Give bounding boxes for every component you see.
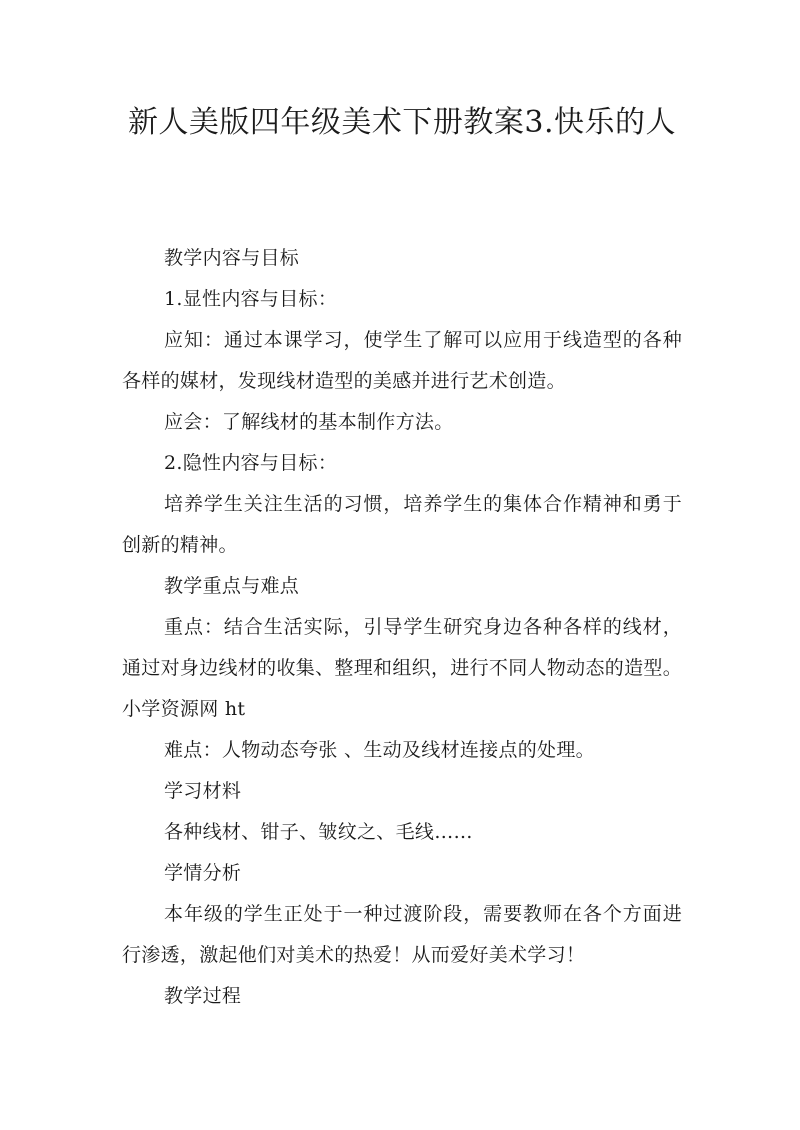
paragraph-skills: 应会：了解线材的基本制作方法。 bbox=[164, 411, 454, 433]
paragraph-knowledge: 应知：通过本课学习，使学生了解可以应用于线造型的各种各样的媒材，发现线材造型的美感并进行艺术创造。 bbox=[122, 329, 682, 392]
subheading-explicit-goals: 1.显性内容与目标： bbox=[164, 288, 338, 310]
section-heading-materials: 学习材料 bbox=[164, 780, 242, 802]
document-body bbox=[122, 238, 682, 1017]
section-heading-content-goals: 教学内容与目标 bbox=[164, 247, 300, 269]
paragraph-implicit-goals: 培养学生关注生活的习惯，培养学生的集体合作精神和勇于创新的精神。 bbox=[122, 493, 682, 556]
paragraph-key-point: 重点：结合生活实际，引导学生研究身边各种各样的线材，通过对身边线材的收集、整理和组织，进行不同人物动态的造型。小学资源网 ht bbox=[122, 616, 682, 720]
paragraph-learner-analysis: 本年级的学生正处于一种过渡阶段，需要教师在各个方面进行渗透，激起他们对美术的热爱！从而爱好美术学习！ bbox=[122, 903, 682, 966]
paragraph-materials: 各种线材、钳子、皱纹之、毛线…… bbox=[164, 821, 473, 843]
section-heading-teaching-process: 教学过程 bbox=[164, 985, 242, 1007]
paragraph-difficulty: 难点：人物动态夸张 、生动及线材连接点的处理。 bbox=[164, 739, 595, 761]
subheading-implicit-goals: 2.隐性内容与目标： bbox=[164, 452, 338, 474]
section-heading-key-points: 教学重点与难点 bbox=[164, 575, 300, 597]
section-heading-learner-analysis: 学情分析 bbox=[164, 862, 242, 884]
document-title: 新人美版四年级美术下册教案3.快乐的人 bbox=[127, 105, 677, 140]
